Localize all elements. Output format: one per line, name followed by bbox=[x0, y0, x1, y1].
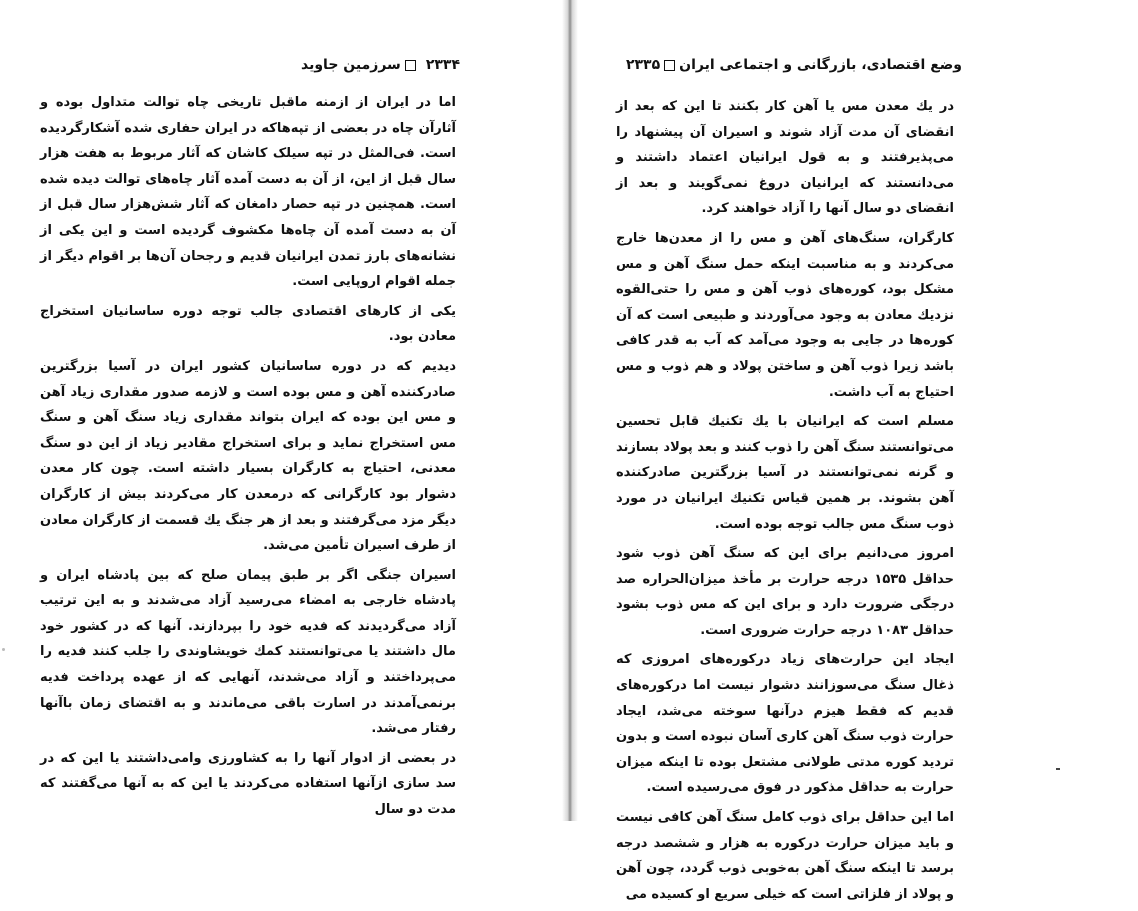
separator-box-icon bbox=[405, 60, 416, 71]
paragraph: در بعضی از ادوار آنها را به کشاورزی وامی‌داشتند یا این که در سد سازی ازآنها استفاده می‌کردند یا این که به آنها می‌گفتند که مدت دو سال bbox=[40, 750, 456, 818]
right-running-title: وضع اقتصادی، بازرگانی و اجتماعی ایران bbox=[679, 57, 962, 73]
paragraph: اما در ایران از ازمنه ماقبل تاریخی چاه توالت متداول بوده و آثارآن چاه در بعضی از تپه‌هاکه در ایران حفاری شده آشکارگردیده است. فی‌المثل در تپه سیلک کاشان که آثار مربوط به هفت هزار سال قبل از این، از آن به دست آمده آثار چاه‌های توالت دیده شده است. همچنین در تپه حصار دامغان که آثار شش‌هزار سال قبل از آن به دست آمده آن چاه‌ها مکشوف گردیده است و این یکی از نشانه‌های بارز تمدن ایرانیان قدیم و رجحان آن‌ها بر اقوام دیگر از جمله اقوام اروپایی است. bbox=[40, 95, 456, 290]
left-running-title: سرزمین جاوید bbox=[301, 57, 401, 73]
scan-speck bbox=[2, 648, 5, 651]
book-gutter bbox=[562, 0, 578, 821]
separator-box-icon bbox=[664, 60, 675, 71]
left-body-text bbox=[40, 90, 456, 827]
right-page bbox=[580, 0, 1138, 902]
right-body-text bbox=[616, 94, 954, 911]
paragraph: دیدیم که در دوره ساسانیان کشور ایران در آسیا بزرگترین صادرکننده آهن و مس بوده است و لازمه صدور مقداری زیاد آهن و مس این بوده که ایران بتواند مقداری زیاد سنگ آهن و سنگ مس استخراج نماید و برای استخراج مقادیر زیاد از این دو سنگ معدنی، احتیاج به کارگران بسیار داشته است. چون کار معدن دشوار بود کارگرانی که درمعدن کار می‌کردند بیش از کارگران دیگر مزد می‌گرفتند و بعد از هر جنگ یك قسمت از کارگران معادن از طرف اسیران تأمین می‌شد. bbox=[40, 358, 456, 554]
paragraph: اسیران جنگی اگر بر طبق پیمان صلح که بین پادشاه ایران و پادشاه خارجی به امضاء می‌رسید آزاد می‌شدند و به این ترتیب آزاد می‌گردیدند که فدیه خود را بپردازند. آنها که در کشور خود مال داشتند یا می‌توانستند کمك خویشاوندی را جلب کنند فدیه را می‌پرداختند و آزاد می‌شدند، آنهایی که از عهده پرداخت فدیه برنمی‌آمدند در اسارت باقی می‌ماندند و به اقتضای زمان باآنها رفتار می‌شد. bbox=[40, 567, 456, 737]
scan-speck bbox=[1056, 768, 1060, 770]
left-page-number: ۲۳۳۴ bbox=[425, 57, 460, 73]
paragraph: ایجاد این حرارت‌های زیاد درکوره‌های امروزی که ذغال سنگ می‌سوزانند دشوار نیست اما درکوره‌های قدیم که فقط هیزم درآنها سوخته می‌شد، ایجاد حرارت ذوب سنگ آهن کاری آسان نبوده است و بدون تردید کوره مدتی طولانی مشتعل بوده تا اینکه میزان حرارت به حداقل مذکور در فوق می‌رسیده است. bbox=[616, 652, 954, 796]
paragraph: اما این حداقل برای ذوب کامل سنگ آهن کافی نیست و باید میزان حرارت درکوره به هزار و ششصد درجه برسد تا اینکه سنگ آهن به‌خوبی ذوب گردد، چون آهن و پولاد از فلزاتی است که خیلی سریع او کسیده می‌ bbox=[616, 810, 954, 902]
paragraph: یکی از کارهای اقتصادی جالب توجه دوره ساسانیان استخراج معادن بود. bbox=[40, 303, 456, 345]
paragraph: در یك معدن مس یا آهن کار بکنند تا این که بعد از انقضای آن مدت آزاد شوند و اسیران آن پیشنهاد را می‌پذیرفتند و به قول ایرانیان اعتماد داشتند و می‌دانستند که ایرانیان دروغ نمی‌گویند و بعد از انقضای دو سال آنها را آزاد خواهند کرد. bbox=[616, 99, 954, 217]
paragraph: کارگران، سنگ‌های آهن و مس را از معدن‌ها خارج می‌کردند و به مناسبت اینکه حمل سنگ آهن و مس مشکل بود، کوره‌های ذوب آهن و مس را حتی‌القوه نزدیك معادن به وجود می‌آوردند و طبیعی است که آن کوره‌ها در جایی به وجود می‌آمد که آب به قدر کافی باشد زیرا ذوب آهن و ساختن پولاد و هم ذوب و مس احتیاج به آب داشت. bbox=[616, 230, 954, 400]
paragraph: مسلم است که ایرانیان با یك تکنیك قابل تحسین می‌توانستند سنگ آهن را ذوب کنند و بعد پولاد بسازند و گرنه نمی‌توانستند در آسیا بزرگترین صادرکننده آهن بشوند. بر همین قیاس تکنیك ایرانیان در مورد ذوب سنگ مس جالب توجه بوده است. bbox=[616, 414, 954, 532]
left-running-head bbox=[301, 56, 460, 74]
paragraph: امروز می‌دانیم برای این که سنگ آهن ذوب شود حداقل ۱۵۳۵ درجه حرارت بر مأخذ میزان‌الحراره صد درجگی ضرورت دارد و برای این که مس ذوب بشود حداقل ۱۰۸۳ درجه حرارت ضروری است. bbox=[616, 546, 954, 638]
right-page-number: ۲۳۳۵ bbox=[625, 57, 661, 73]
left-page bbox=[0, 0, 560, 821]
right-running-head bbox=[620, 56, 962, 74]
